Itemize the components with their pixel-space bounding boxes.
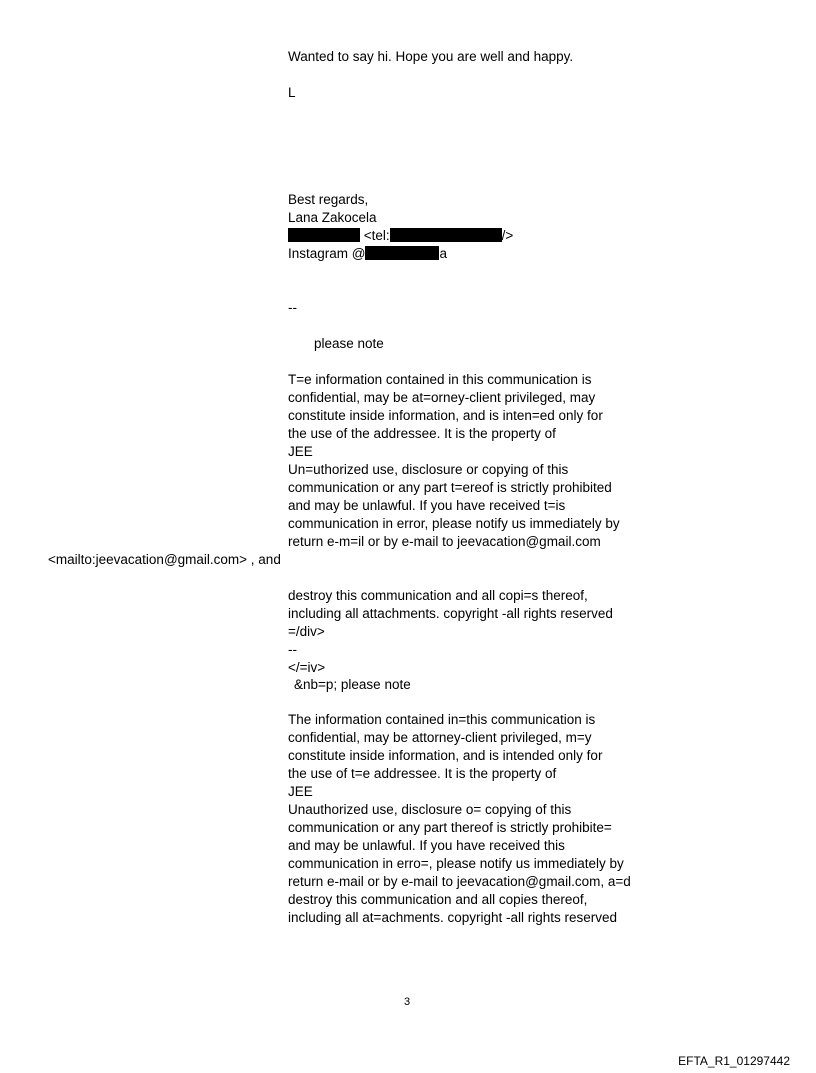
instagram-prefix: Instagram @ <box>288 246 366 261</box>
notice-line: communication or any part t=ereof is strictly prohibited <box>288 480 612 495</box>
notice-line: T=e information contained in this communication is <box>288 372 592 387</box>
instagram-suffix: a <box>439 246 447 261</box>
notice-heading: &nb=p; please note <box>294 677 411 692</box>
closing-line: Best regards, <box>288 192 369 207</box>
page-number: 3 <box>404 996 411 1008</box>
notice-line: constitute inside information, and is inten=ed only for <box>288 408 603 423</box>
notice-line: confidential, may be attorney-client privileged, m=y <box>288 730 592 745</box>
notice-line: including all attachments. copyright -all rights reserved <box>288 606 613 621</box>
notice-line: Un=uthorized use, disclosure or copying of this <box>288 462 569 477</box>
notice-line: Unauthorized use, disclosure o= copying of this <box>288 802 572 817</box>
instagram-line <box>288 245 447 263</box>
notice-line: including all at=achments. copyright -all rights reserved <box>288 910 618 925</box>
notice-line: destroy this communication and all copi=s thereof, <box>288 588 588 603</box>
mailto-line: <mailto:jeevacation@gmail.com> , and <box>48 552 281 567</box>
div-close-line: </=iv> <box>288 660 326 675</box>
notice-line: JEE <box>288 444 313 459</box>
notice-line: communication or any part thereof is strictly prohibite= <box>288 820 612 835</box>
notice-line: destroy this communication and all copies thereof, <box>288 892 588 907</box>
notice-line: and may be unlawful. If you have received this <box>288 838 565 853</box>
notice-line: the use of the addressee. It is the property of <box>288 426 556 441</box>
sender-name: Lana Zakocela <box>288 210 377 225</box>
phone-line <box>288 227 513 245</box>
tel-prefix: <tel: <box>363 228 390 243</box>
bates-number: EFTA_R1_01297442 <box>678 1054 790 1068</box>
notice-line: =/div> <box>288 624 325 639</box>
notice-line: The information contained in=this communication is <box>288 712 596 727</box>
notice-heading: please note <box>314 336 384 351</box>
greeting-line: Wanted to say hi. Hope you are well and happy. <box>288 49 574 64</box>
notice-line: confidential, may be at=orney-client privileged, may <box>288 390 596 405</box>
separator: -- <box>288 642 297 657</box>
redaction-block <box>288 228 360 242</box>
notice-line: return e-m=il or by e-mail to jeevacation@gmail.com <box>288 534 601 549</box>
separator: -- <box>288 300 297 315</box>
initial-line: L <box>288 85 296 100</box>
notice-line: communication in error, please notify us immediately by <box>288 516 620 531</box>
notice-line: JEE <box>288 784 313 799</box>
redaction-block <box>365 246 439 260</box>
tel-suffix: /> <box>501 228 514 243</box>
notice-line: and may be unlawful. If you have received t=is <box>288 498 566 513</box>
redaction-block <box>390 228 502 242</box>
notice-line: communication in erro=, please notify us immediately by <box>288 856 624 871</box>
notice-line: the use of t=e addressee. It is the property of <box>288 766 557 781</box>
notice-line: return e-mail or by e-mail to jeevacation@gmail.com, a=d <box>288 874 631 889</box>
notice-line: constitute inside information, and is intended only for <box>288 748 603 763</box>
